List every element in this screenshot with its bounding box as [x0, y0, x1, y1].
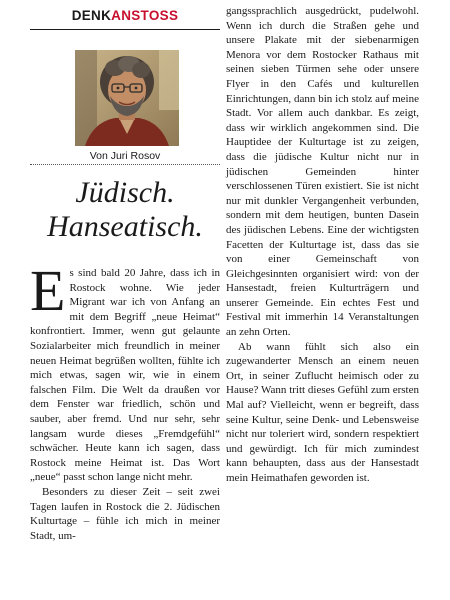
author-portrait — [75, 50, 179, 146]
headline-line-1: Jüdisch. — [75, 176, 175, 209]
article-body-left — [30, 258, 220, 543]
rubric-part-anstoss: ANSTOSS — [111, 8, 179, 23]
rubric-part-denk: DENK — [71, 8, 112, 23]
article-paragraph-1 — [30, 258, 220, 485]
right-column — [226, 0, 419, 600]
headline-line-2: Hanseatisch. — [47, 210, 203, 243]
article-paragraph-2-start: Besonders zu dieser Zeit – seit zwei Tagen laufen in Rostock die 2. Jüdischen Kulturtage – fühle ich mich in meiner Stadt, um- — [30, 485, 220, 542]
article-headline — [30, 176, 220, 244]
article-paragraph-2-continued: gangssprachlich ausgedrückt, pudelwohl. Wenn ich durch die Straßen gehe und unsere Plakate mit der siebenarmigen Menora vor dem Rostocker Rathaus mit seinen sieben Türmen sehe oder unsere Flyer in den Cafés und kulturellen Einrichtungen, dann bin ich stolz auf meine Stadt. Vor allem auch dankbar. Es zeigt, dass wir wirklich angekommen sind. Die Hauptidee der Kulturtage ist zu zeigen, dass die jüdische Kultur nicht nur in jüdischen Gemeinden hinter verschlossenen Türen existiert. Sie ist nicht nur mit dunkler Vergangenheit verbunden, sondern mit dem heutigen, bunten Dasein des jüdischen Lebens. Eine der wichtigsten Facetten der Kulturtage ist, dass das sie von einer Gemeinschaft von Gleichgesinnten organisiert wird: von der Hansestadt, freien Kulturträgern und unserer Gemeinde. Ein echtes Fest und Festival mit immerhin 14 Veranstaltungen an zehn Orten. — [226, 5, 419, 339]
article-body-right — [226, 4, 419, 486]
left-column — [30, 0, 220, 600]
column-rubric — [30, 2, 220, 30]
author-byline: Von Juri Rosov — [30, 147, 220, 165]
article-paragraph-3: Ab wann fühlt sich also ein zugewanderter Mensch an einem neuen Ort, in seiner Zuflucht heimisch oder zu Hause? Wann tritt dieses Gefühl zum ersten Mal auf? Vielleicht, wenn er begreift, dass seine Kultur, seine Denk- und Lebensweise nicht nur toleriert wird, sondern respektiert und gewürdigt. Ich für mich zumindest kann behaupten, dass aus der Hansestadt mein Heimathafen geworden ist. — [226, 340, 419, 484]
paragraph-1-text: s sind bald 20 Jahre, dass ich in Rostock wohne. Wie jeder Migrant war ich von Anfang an mit dem Begriff „neue Heimat“ konfrontiert. Immer, wenn gut gelaunte Sozialarbeiter mich freundlich in meiner neuen Heimat begrüßen wollten, fühlte ich mich etwas, sagen wir, wie in einem falschen Film. Die Welt da draußen vor dem Fenster war friedlich, schön und sauber, aber fremd. Und nur sehr, sehr langsam wurde dieses „Fremdgefühl“ schwächer. Heute kann ich sagen, dass Rostock meine Heimat ist. Das Wort „neue“ passt schon lange nicht mehr. — [30, 267, 220, 484]
drop-cap: E — [30, 258, 66, 323]
author-portrait-image — [75, 50, 179, 146]
